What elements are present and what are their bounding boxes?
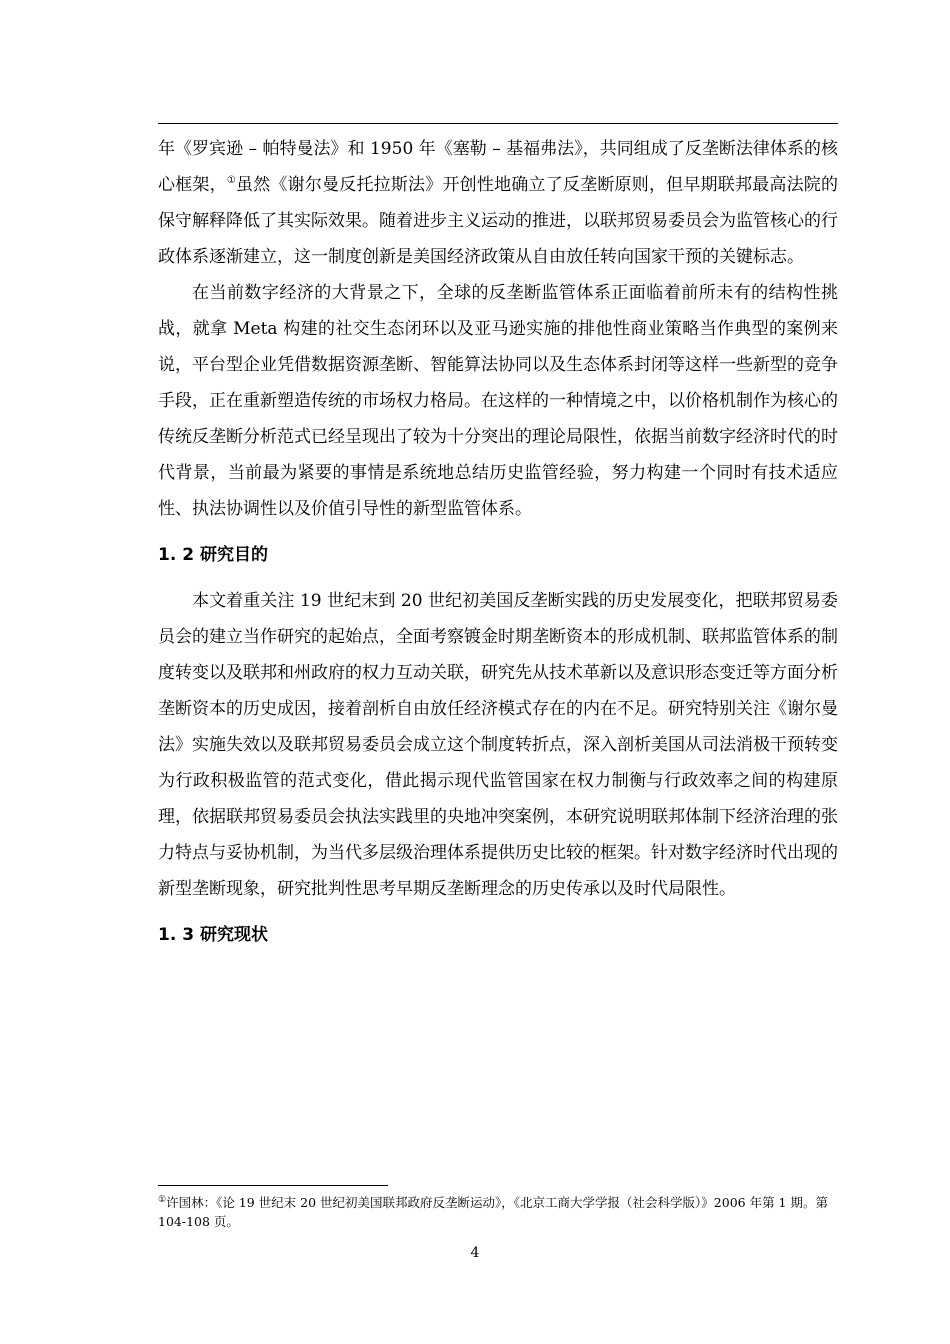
paragraph-continuation: [158, 131, 838, 275]
paragraph-text: 年《罗宾逊 – 帕特曼法》和 1950 年《塞勒 – 基福弗法》，共同组成了反垄断法律体系的核心框架，: [158, 139, 838, 195]
footnote-text: 许国林：《论 19 世纪末 20 世纪初美国联邦政府反垄断运动》，《北京工商大学学报（社会科学版）》2006 年第 1 期。第 104-108 页。: [158, 1195, 828, 1229]
section-heading-research-purpose: 1. 2 研究目的: [158, 545, 268, 565]
footnote-marker: ①: [158, 1195, 167, 1205]
paragraph-digital-economy: 在当前数字经济的大背景之下，全球的反垄断监管体系正面临着前所未有的结构性挑战，就拿 Meta 构建的社交生态闭环以及亚马逊实施的排他性商业策略当作典型的案例来说，平台型企业凭借数据资源垄断、智能算法协同以及生态体系封闭等这样一些新型的竞争手段，正在重新塑造传统的市场权力格局。在这样的一种情境之中，以价格机制作为核心的传统反垄断分析范式已经呈现出了较为十分突出的理论局限性，依据当前数字经济时代的时代背景，当前最为紧要的事情是系统地总结历史监管经验，努力构建一个同时有技术适应性、执法协调性以及价值引导性的新型监管体系。: [158, 283, 838, 519]
page-number: 4: [470, 1245, 480, 1261]
footnote: [158, 1193, 838, 1231]
section-heading-research-status: 1. 3 研究现状: [158, 925, 268, 945]
footnote-reference[interactable]: ①: [226, 175, 236, 186]
body-text: [158, 131, 838, 953]
footnote-rule: [158, 1185, 388, 1186]
header-rule: [158, 123, 838, 124]
paragraph-text: 虽然《谢尔曼反托拉斯法》开创性地确立了反垄断原则，但早期联邦最高法院的保守解释降低了其实际效果。随着进步主义运动的推进，以联邦贸易委员会为监管核心的行政体系逐渐建立，这一制度创新是美国经济政策从自由放任转向国家干预的关键标志。: [158, 175, 839, 267]
paragraph-research-purpose: 本文着重关注 19 世纪末到 20 世纪初美国反垄断实践的历史发展变化，把联邦贸易委员会的建立当作研究的起始点，全面考察镀金时期垄断资本的形成机制、联邦监管体系的制度转变以及联邦和州政府的权力互动关联，研究先从技术革新以及意识形态变迁等方面分析垄断资本的历史成因，接着剖析自由放任经济模式存在的内在不足。研究特别关注《谢尔曼法》实施失效以及联邦贸易委员会成立这个制度转折点，深入剖析美国从司法消极干预转变为行政积极监管的范式变化，借此揭示现代监管国家在权力制衡与行政效率之间的构建原理，依据联邦贸易委员会执法实践里的央地冲突案例，本研究说明联邦体制下经济治理的张力特点与妥协机制，为当代多层级治理体系提供历史比较的框架。针对数字经济时代出现的新型垄断现象，研究批判性思考早期反垄断理念的历史传承以及时代局限性。: [158, 591, 838, 899]
